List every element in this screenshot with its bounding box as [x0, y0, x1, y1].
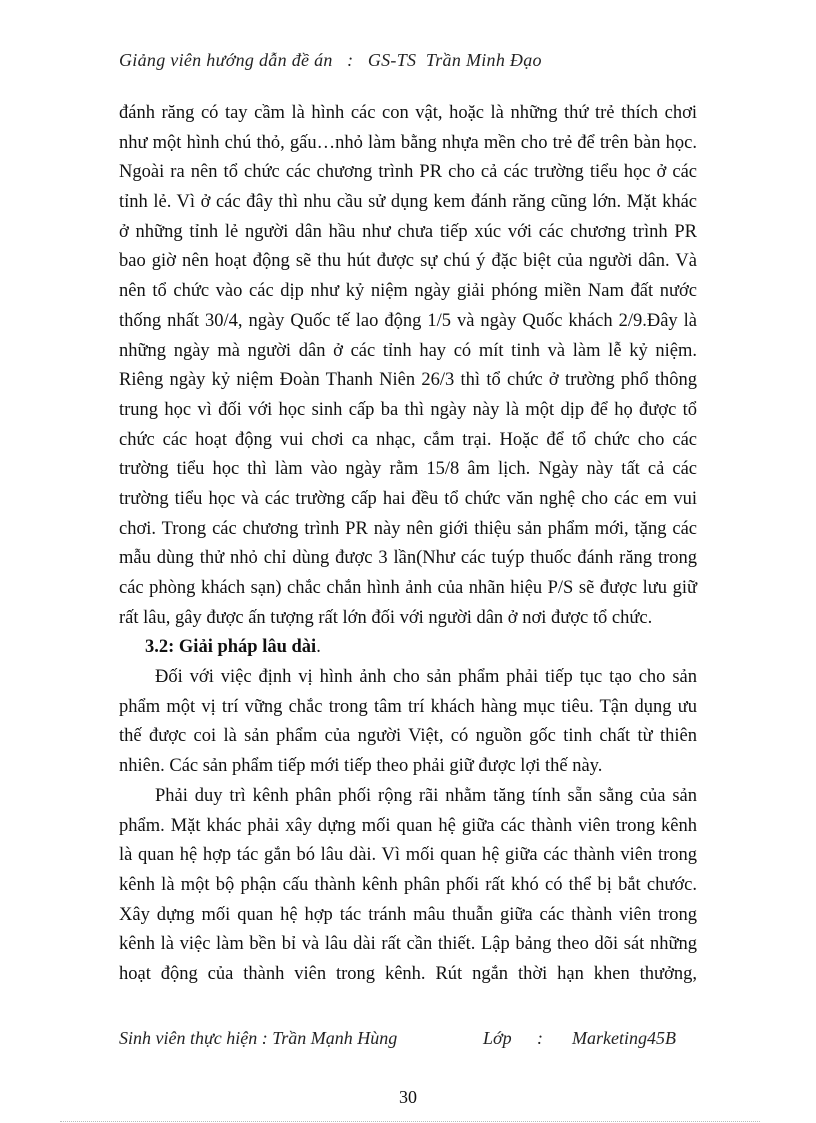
text-line: chức các hoạt động vui chơi ca nhạc, cắm trại. Hoặc để tổ chức cho các	[119, 429, 697, 450]
text-line: như một hình chú thỏ, gấu…nhỏ làm bằng nhựa mền cho trẻ để trên bàn học.	[119, 132, 697, 153]
text-line: rất lâu, gây được ấn tượng rất lớn đối với người dân ở nơi được tổ chức.	[119, 607, 653, 628]
text-line: nhiên. Các sản phẩm tiếp mới tiếp theo phải giữ được lợi thế này.	[119, 756, 603, 777]
text-line: thế được coi là sản phẩm của người Việt, có nguồn gốc tinh chất từ thiên	[119, 726, 697, 747]
text-line: Đối với việc định vị hình ảnh cho sản phẩm phải tiếp tục tạo cho sản	[155, 667, 697, 688]
footer-class-value: Marketing45B	[572, 1028, 676, 1048]
page-number: 30	[399, 1087, 417, 1107]
header-advisor: GS-TS Trần Minh Đạo	[367, 50, 542, 70]
text-line: các phòng khách sạn) chắc chắn hình ảnh của nhãn hiệu P/S sẽ được lưu giữ	[119, 578, 697, 598]
text-line: nên tổ chức vào các dịp như kỷ niệm ngày giải phóng miền Nam đất nước	[119, 281, 697, 302]
text-line: phẩm một vị trí vững chắc trong tâm trí khách hàng mục tiêu. Tận dụng ưu	[119, 696, 697, 717]
footer-student: Sinh viên thực hiện : Trần Mạnh Hùng	[119, 1028, 398, 1048]
header-label: Giảng viên hướng dẫn đề án	[119, 50, 333, 70]
document-body	[119, 99, 697, 990]
text-line: hoạt động của thành viên trong kênh. Rút ngắn thời hạn khen thưởng,	[119, 963, 697, 984]
text-line: trung học vì đối với học sinh cấp ba thì ngày này là một dịp để họ được tổ	[119, 399, 697, 420]
text-line: chơi. Trong các chương trình PR này nên giới thiệu sản phẩm mới, tặng các	[119, 518, 697, 539]
text-line: thống nhất 30/4, ngày Quốc tế lao động 1/5 và ngày Quốc khách 2/9.Đây là	[119, 310, 697, 331]
header-separator: :	[347, 50, 354, 70]
text-line: Ngoài ra nên tổ chức các chương trình PR cho cả các trường tiểu học ở các	[119, 162, 697, 183]
text-line: bao giờ nên hoạt động sẽ thu hút được sự chú ý đặc biệt của người dân. Và	[119, 251, 697, 272]
bottom-divider	[60, 1121, 760, 1122]
footer-class-label: Lớp	[483, 1028, 512, 1048]
text-line: Xây dựng mối quan hệ hợp tác tránh mâu thuẫn giữa các thành viên trong	[119, 904, 697, 925]
section-heading-suffix: .	[316, 637, 321, 658]
text-line: tỉnh lẻ. Vì ở các đây thì nhu cầu sử dụng kem đánh răng cũng lớn. Mặt khác	[119, 192, 697, 213]
text-line: ở những tỉnh lẻ người dân hầu như chưa tiếp xúc với các chương trình PR	[119, 221, 697, 242]
page-header	[119, 50, 542, 71]
text-line: Phải duy trì kênh phân phối rộng rãi nhằm tăng tính sẵn sằng của sản	[155, 785, 697, 806]
text-line: đánh răng có tay cầm là hình các con vật, hoặc là những thứ trẻ thích chơi	[119, 103, 697, 123]
text-line: kênh là một bộ phận cấu thành kênh phân phối rất khó có thể bị bắt chước.	[119, 874, 697, 895]
text-line: trường tiểu học thì làm vào ngày rằm 15/8 âm lịch. Ngày này tất cả các	[119, 459, 697, 480]
text-line: những ngày mà người dân ở các tỉnh hay có mít tinh và làm lễ kỷ niệm.	[119, 340, 697, 361]
text-line: trường tiểu học và các trường cấp hai đều tổ chức văn nghệ cho các em vui	[119, 488, 697, 509]
footer-colon: :	[537, 1028, 543, 1048]
section-heading	[119, 633, 697, 663]
section-heading-text: 3.2: Giải pháp lâu dài	[145, 637, 317, 658]
text-line: là quan hệ hợp tác gắn bó lâu dài. Vì mối quan hệ giữa các thành viên trong	[119, 845, 697, 866]
text-line: Riêng ngày kỷ niệm Đoàn Thanh Niên 26/3 thì tổ chức ở trường phổ thông	[119, 370, 697, 391]
text-line: mẫu dùng thử nhỏ chỉ dùng được 3 lần(Như các tuýp thuốc đánh răng trong	[119, 548, 697, 569]
text-line: phẩm. Mặt khác phải xây dựng mối quan hệ giữa các thành viên trong kênh	[119, 815, 697, 836]
text-line: kênh là việc làm bền bỉ và lâu dài rất cần thiết. Lập bảng theo dõi sát những	[119, 934, 697, 955]
